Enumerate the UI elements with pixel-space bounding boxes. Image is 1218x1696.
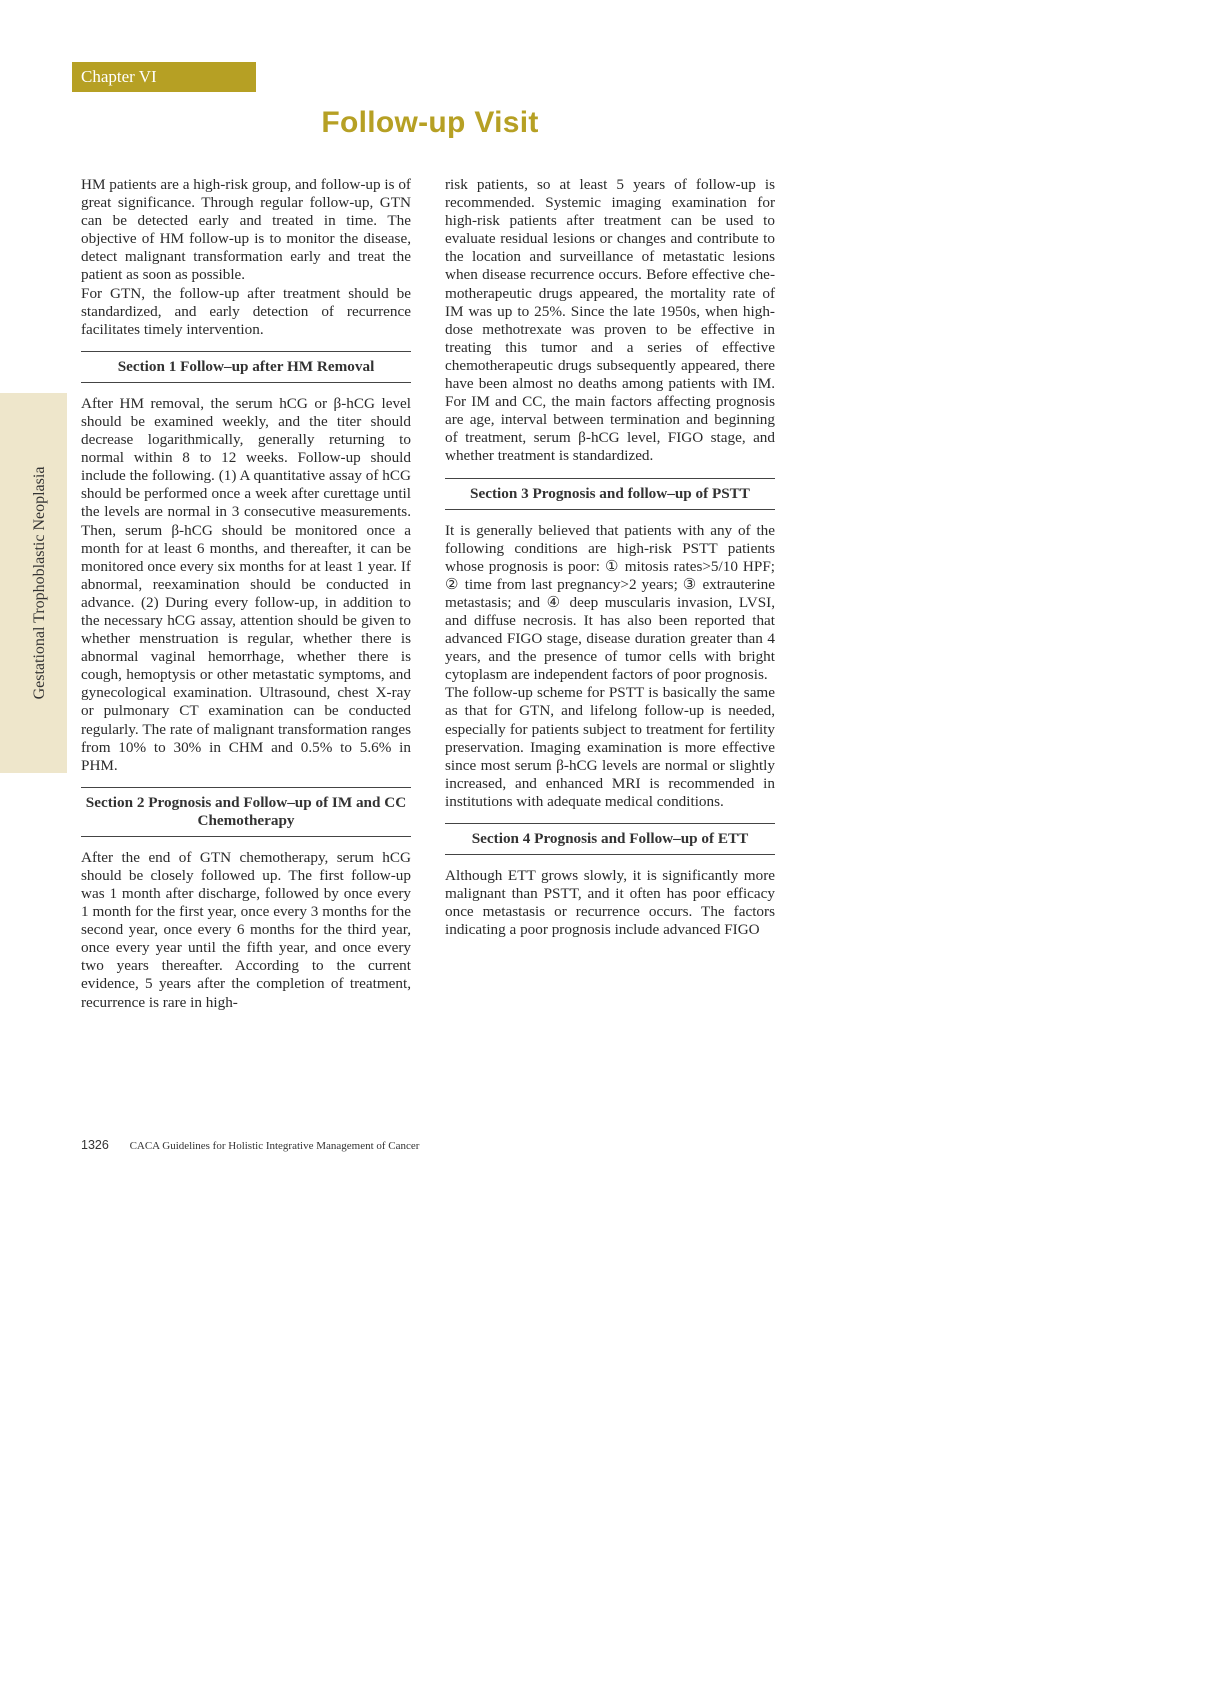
chapter-label [72, 62, 256, 92]
intro-paragraph-1: HM patients are a high-risk group, and follow-up is of great significance. Through regular follow-up, GTN can be detected early and treated in time. The objective of HM follow-up is to monitor the disease, detect malignant transformation early and treat the patient as soon as possible. [81, 176, 411, 284]
section-1-paragraph: After HM removal, the serum hCG or β-hCG level should be examined weekly, and the titer should decrease logarithmically, generally returning to normal within 8 to 12 weeks. Follow-up should include the following. (1) A quantitative assay of hCG should be performed once a week after curettage until the levels are normal in 3 consecutive measurements. Then, serum β-hCG should be monitored once a month for at least 6 months, and thereafter, it can be monitored once every six months for at least 1 year. If abnormal, reexamination should be conducted in advance. (2) During every follow-up, in addition to the necessary hCG assay, attention should be given to whether menstruation is regular, whether there is abnormal vaginal hemorrhage, whether there is cough, hemoptysis or other metastatic symptoms, and gynecological examination. Ultrasound, chest X-ray or pulmonary CT examination can be conducted regularly. The rate of malignant transformation ranges from 10% to 30% in CHM and 0.5% to 5.6% in PHM. [81, 394, 411, 774]
section-4-heading: Section 4 Prognosis and Follow–up of ETT [445, 823, 775, 855]
page-title: Follow-up Visit [321, 106, 539, 139]
section-2-paragraph: After the end of GTN chemotherapy, serum hCG should be closely followed up. The first follow-up was 1 month after discharge, followed by once every 1 month for the first year, once every 3 months for the second year, once every 6 months for the third year, once every year until the fifth year, and once every two years thereafter. According to the current evidence, 5 years after the completion of treatment, recurrence is rare in high- [81, 848, 411, 1011]
right-column [445, 176, 775, 939]
page-footer [81, 1138, 419, 1152]
left-column [81, 176, 411, 1012]
section-4-paragraph: Although ETT grows slowly, it is significantly more malignant than PSTT, and it often has poor efficacy once metastasis or recurrence occurs. The factors indicating a poor prognosis include advanced FIGO [445, 867, 775, 939]
section-3-paragraph-1: It is generally believed that patients with any of the following conditions are high-risk PSTT patients whose prognosis is poor: ① mitosis rates>5/10 HPF; ② time from last pregnancy>2 years; ③ extrauterine metastasis; and ④ deep muscularis invasion, LVSI, and diffuse necrosis. It has also been reported that advanced FIGO stage, disease duration greater than 4 years, and the presence of tumor cells with bright cytoplasm are independent factors of poor prognosis. [445, 521, 775, 684]
section-1-heading: Section 1 Follow–up after HM Removal [81, 351, 411, 383]
side-tab-label: Gestational Trophoblastic Neoplasia [31, 466, 48, 700]
chapter-label-text: Chapter VI [81, 67, 157, 86]
section-3-heading: Section 3 Prognosis and follow–up of PSTT [445, 478, 775, 510]
section-2-heading: Section 2 Prognosis and Follow–up of IM and CC Chemotherapy [81, 787, 411, 837]
section-3-paragraph-2: The follow-up scheme for PSTT is basically the same as that for GTN, and lifelong follow-up is needed, especially for patients subject to treatment for fertility preservation. Imaging examination is more effective since most serum β-hCG levels are normal or slightly increased, and enhanced MRI is recommended in institutions with adequate medical conditions. [445, 684, 775, 810]
section-2-continued-paragraph: risk patients, so at least 5 years of follow-up is recommended. Systemic imaging examination for high-risk patients after treatment can be used to evaluate residual lesions or changes and contribute to the location and surveillance of metastatic lesions when disease recurrence occurs. Before effective chemotherapeutic drugs appeared, the mortality rate of IM was up to 25%. Since the late 1950s, when high-dose methotrexate was proven to be effective in treating this tumor and a series of effective chemotherapeutic drugs subsequently appeared, there have been almost no deaths among patients with IM. For IM and CC, the main factors affecting prognosis are age, interval between termination and beginning of treatment, serum β-hCG level, FIGO stage, and whether treatment is standardized. [445, 176, 775, 465]
page-number: 1326 [81, 1138, 109, 1152]
publication-title: CACA Guidelines for Holistic Integrative Management of Cancer [129, 1140, 420, 1152]
intro-paragraph-2: For GTN, the follow-up after treatment should be standardized, and early detection of recurrence facilitates timely intervention. [81, 284, 411, 338]
